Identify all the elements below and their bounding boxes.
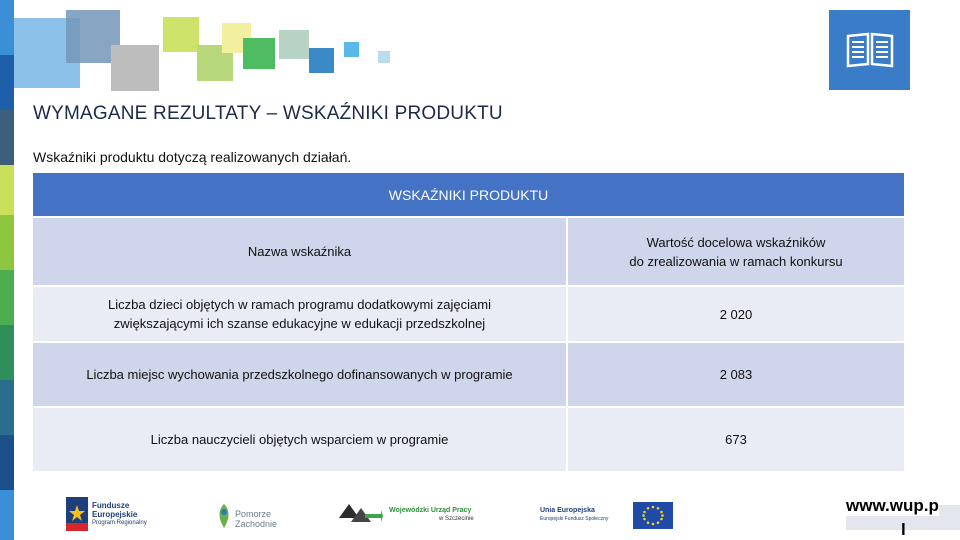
book-tile (829, 10, 910, 90)
page-title: WYMAGANE REZULTATY – WSKAŹNIKI PRODUKTU (33, 103, 503, 124)
column-header-value-line2: do zrealizowania w ramach konkursu (629, 253, 843, 269)
wup-logo (337, 500, 482, 530)
table-row-1-value: 2 020 (568, 287, 904, 341)
wup-emblem-icon (337, 500, 383, 528)
left-color-stripe (0, 0, 14, 540)
table-row-2-value: 2 083 (568, 343, 904, 406)
fe-star-icon (66, 497, 88, 531)
table-row-3-value: 673 (568, 408, 904, 471)
pomorze-zachodnie-logo (215, 500, 285, 532)
column-header-name: Nazwa wskaźnika (33, 218, 566, 285)
wup-line2: w Szczecinie (439, 516, 474, 522)
eu-flag-icon (633, 502, 673, 529)
page-subtitle: Wskaźniki produktu dotyczą realizowanych działań. (33, 149, 352, 165)
wup-line1: Wojewódzki Urząd Pracy (389, 507, 472, 514)
fe-line1: Fundusze (92, 501, 130, 510)
table-row-3-name: Liczba nauczycieli objętych wsparciem w programie (33, 408, 566, 471)
pz-line2: Zachodnie (235, 519, 278, 529)
row-1-name-line1: Liczba dzieci objętych w ramach programu dodatkowymi zajęciami (108, 297, 491, 312)
column-header-value (568, 218, 904, 285)
table-row-2-name: Liczba miejsc wychowania przedszkolnego dofinansowanych w programie (33, 343, 566, 406)
table-title-row: WSKAŹNIKI PRODUKTU (33, 173, 904, 216)
pz-line1: Pomorze (235, 509, 272, 519)
website-url[interactable]: www.wup.p (846, 496, 939, 515)
fundusze-europejskie-logo (66, 497, 166, 531)
book-icon (846, 30, 894, 70)
unia-europejska-logo (540, 502, 675, 532)
fe-line2: Europejskie (92, 510, 138, 519)
website-url-continuation: l (901, 520, 906, 539)
table-row-1-name (33, 287, 566, 341)
ue-line1: Unia Europejska (540, 507, 595, 514)
row-1-name-line2: zwiększającymi ich szanse edukacyjne w edukacji przedszkolnej (113, 316, 486, 331)
leaf-icon (215, 502, 233, 530)
ue-line2: Europejski Fundusz Społeczny (540, 516, 609, 522)
fe-line3: Program Regionalny (92, 520, 147, 526)
column-header-value-line1: Wartość docelowa wskaźników (646, 234, 826, 250)
